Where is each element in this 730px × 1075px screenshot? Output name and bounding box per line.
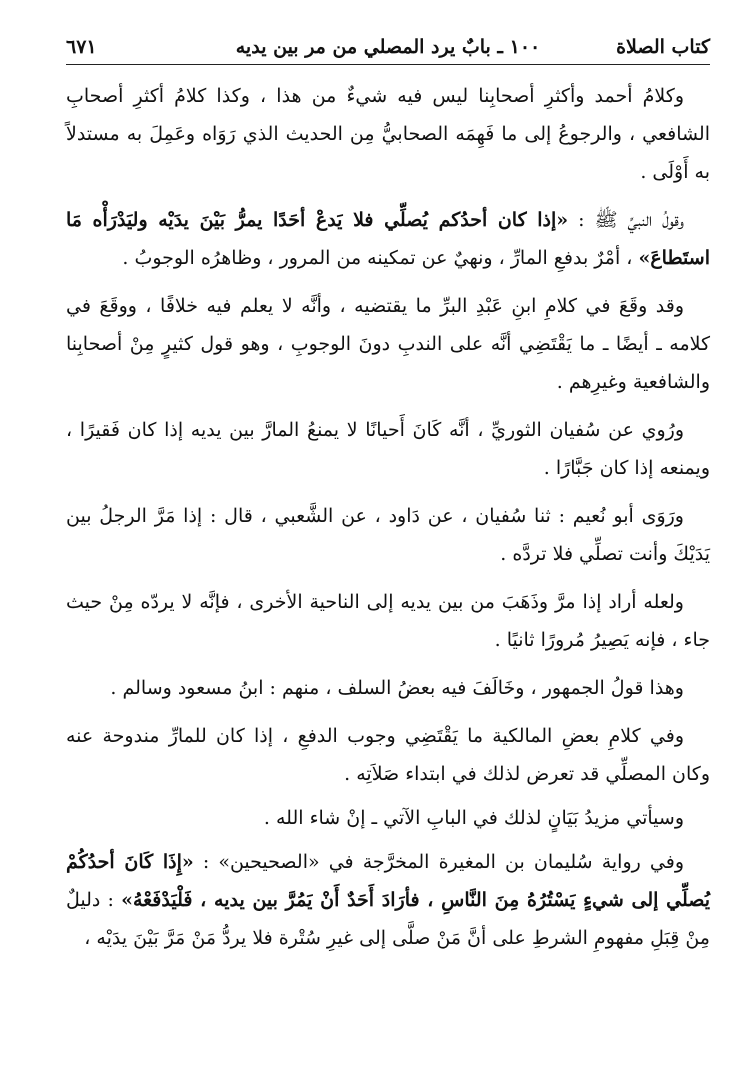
paragraph-text: ورَوَى أبو نُعيم : ثنا سُفيان ، عن دَاود ، عن الشَّعبي ، قال : إذا مَرَّ الرجلُ بين يَدَيْكَ وأنت تصلِّي فلا تردَّه . — [66, 505, 710, 565]
paragraph-text: وقد وقَعَ في كلامِ ابنِ عَبْدِ البرِّ ما يقتضيه ، وأنَّه لا يعلم فيه خلافًا ، ووقَعَ في كلامه ـ أيضًا ـ ما يَقْتَضِي أنَّه على الندبِ دونَ الوجوبِ ، وهو قول كثيرٍ مِنْ أصحابِنا والشافعية وغيرِهم . — [66, 295, 710, 393]
paragraph — [66, 497, 710, 573]
paragraph — [66, 201, 710, 277]
paragraph — [66, 77, 710, 191]
paragraph-text: وسيأتي مزيدُ بَيَانٍ لذلك في البابِ الآتي ـ إنْ شاء الله . — [263, 807, 684, 829]
paragraph-text: ، أمْرٌ بدفعِ المارِّ ، ونهيٌ عن تمكينه من المرور ، وظاهرُه الوجوبُ . — [122, 247, 639, 269]
paragraph-text: ولعله أراد إذا مرَّ وذَهَبَ من بين يديه إلى الناحية الأخرى ، فإنَّه لا يردّه مِنْ حيث جاء ، فإنه يَصِيرُ مُرورًا ثانيًا . — [66, 591, 710, 651]
hadith-quote: «إِذَا كَانَ أحدُكُمْ يُصلِّي إلى شيءٍ يَسْتُرُهُ مِنَ النَّاسِ ، فأرَادَ أَحَدٌ أَنْ يَمُرَّ بين يديه ، فَلْيَدْفَعْهُ» — [66, 851, 711, 911]
paragraph-text: وقولُ النبيِّ ﷺ : — [568, 209, 684, 231]
paragraph-text: وفي كلامِ بعضِ المالكية ما يَقْتَضِي وجوب الدفعِ ، إذا كان للمارِّ مندوحة عنه وكان المصلِّي قد تعرض لذلك في ابتداء صَلاَتِه . — [66, 725, 710, 785]
paragraph — [66, 843, 710, 957]
paragraph — [66, 411, 710, 487]
paragraph-text: وكلامُ أحمد وأكثرِ أصحابِنا ليس فيه شيءٌ من هذا ، وكذا كلامُ أكثرِ أصحابِ الشافعي ، والرجوعُ إلى ما فَهِمَه الصحابيُّ مِن الحديث الذي رَوَاه وعَمِلَ به مستدلاً به أَوْلَى . — [66, 85, 710, 183]
page-number: ٦٧١ — [66, 36, 97, 58]
chapter-title: ١٠٠ ـ بابٌ يرد المصلي من مر بين يديه — [235, 36, 541, 58]
paragraph — [66, 583, 710, 659]
paragraph — [66, 669, 710, 707]
document-page — [66, 30, 710, 963]
paragraph-text: : دليلٌ مِنْ قِبَلِ مفهومِ الشرطِ على أنَّ مَنْ صلَّى إلى غيرِ سُتْرة فلا يردُّ مَنْ مَرَّ بَيْنَ يدَيْه ، — [66, 889, 710, 949]
running-header — [66, 30, 710, 65]
hadith-quote: «إذا كان أحدُكم يُصلِّي فلا يَدعْ أحَدًا يمرُّ بَيْنَ يدَيْه وليَدْرَأْه مَا استَطاعَ» — [66, 209, 710, 269]
paragraph-text: وفي رواية سُليمان بن المغيرة المخرَّجة في «الصحيحين» : — [193, 851, 684, 873]
paragraph — [66, 799, 710, 837]
paragraph-text: وهذا قولُ الجمهور ، وخَالَفَ فيه بعضُ السلف ، منهم : ابنُ مسعود وسالم . — [110, 677, 684, 699]
paragraph-text: ورُوي عن سُفيان الثوريِّ ، أنَّه كَانَ أَحيانًا لا يمنعُ المارَّ بين يديه إذا كان فَقيرًا ، ويمنعه إذا كان جَبَّارًا . — [66, 419, 710, 479]
book-title: كتاب الصلاة — [616, 36, 710, 58]
page-body — [66, 77, 710, 957]
paragraph — [66, 287, 710, 401]
paragraph — [66, 717, 710, 793]
